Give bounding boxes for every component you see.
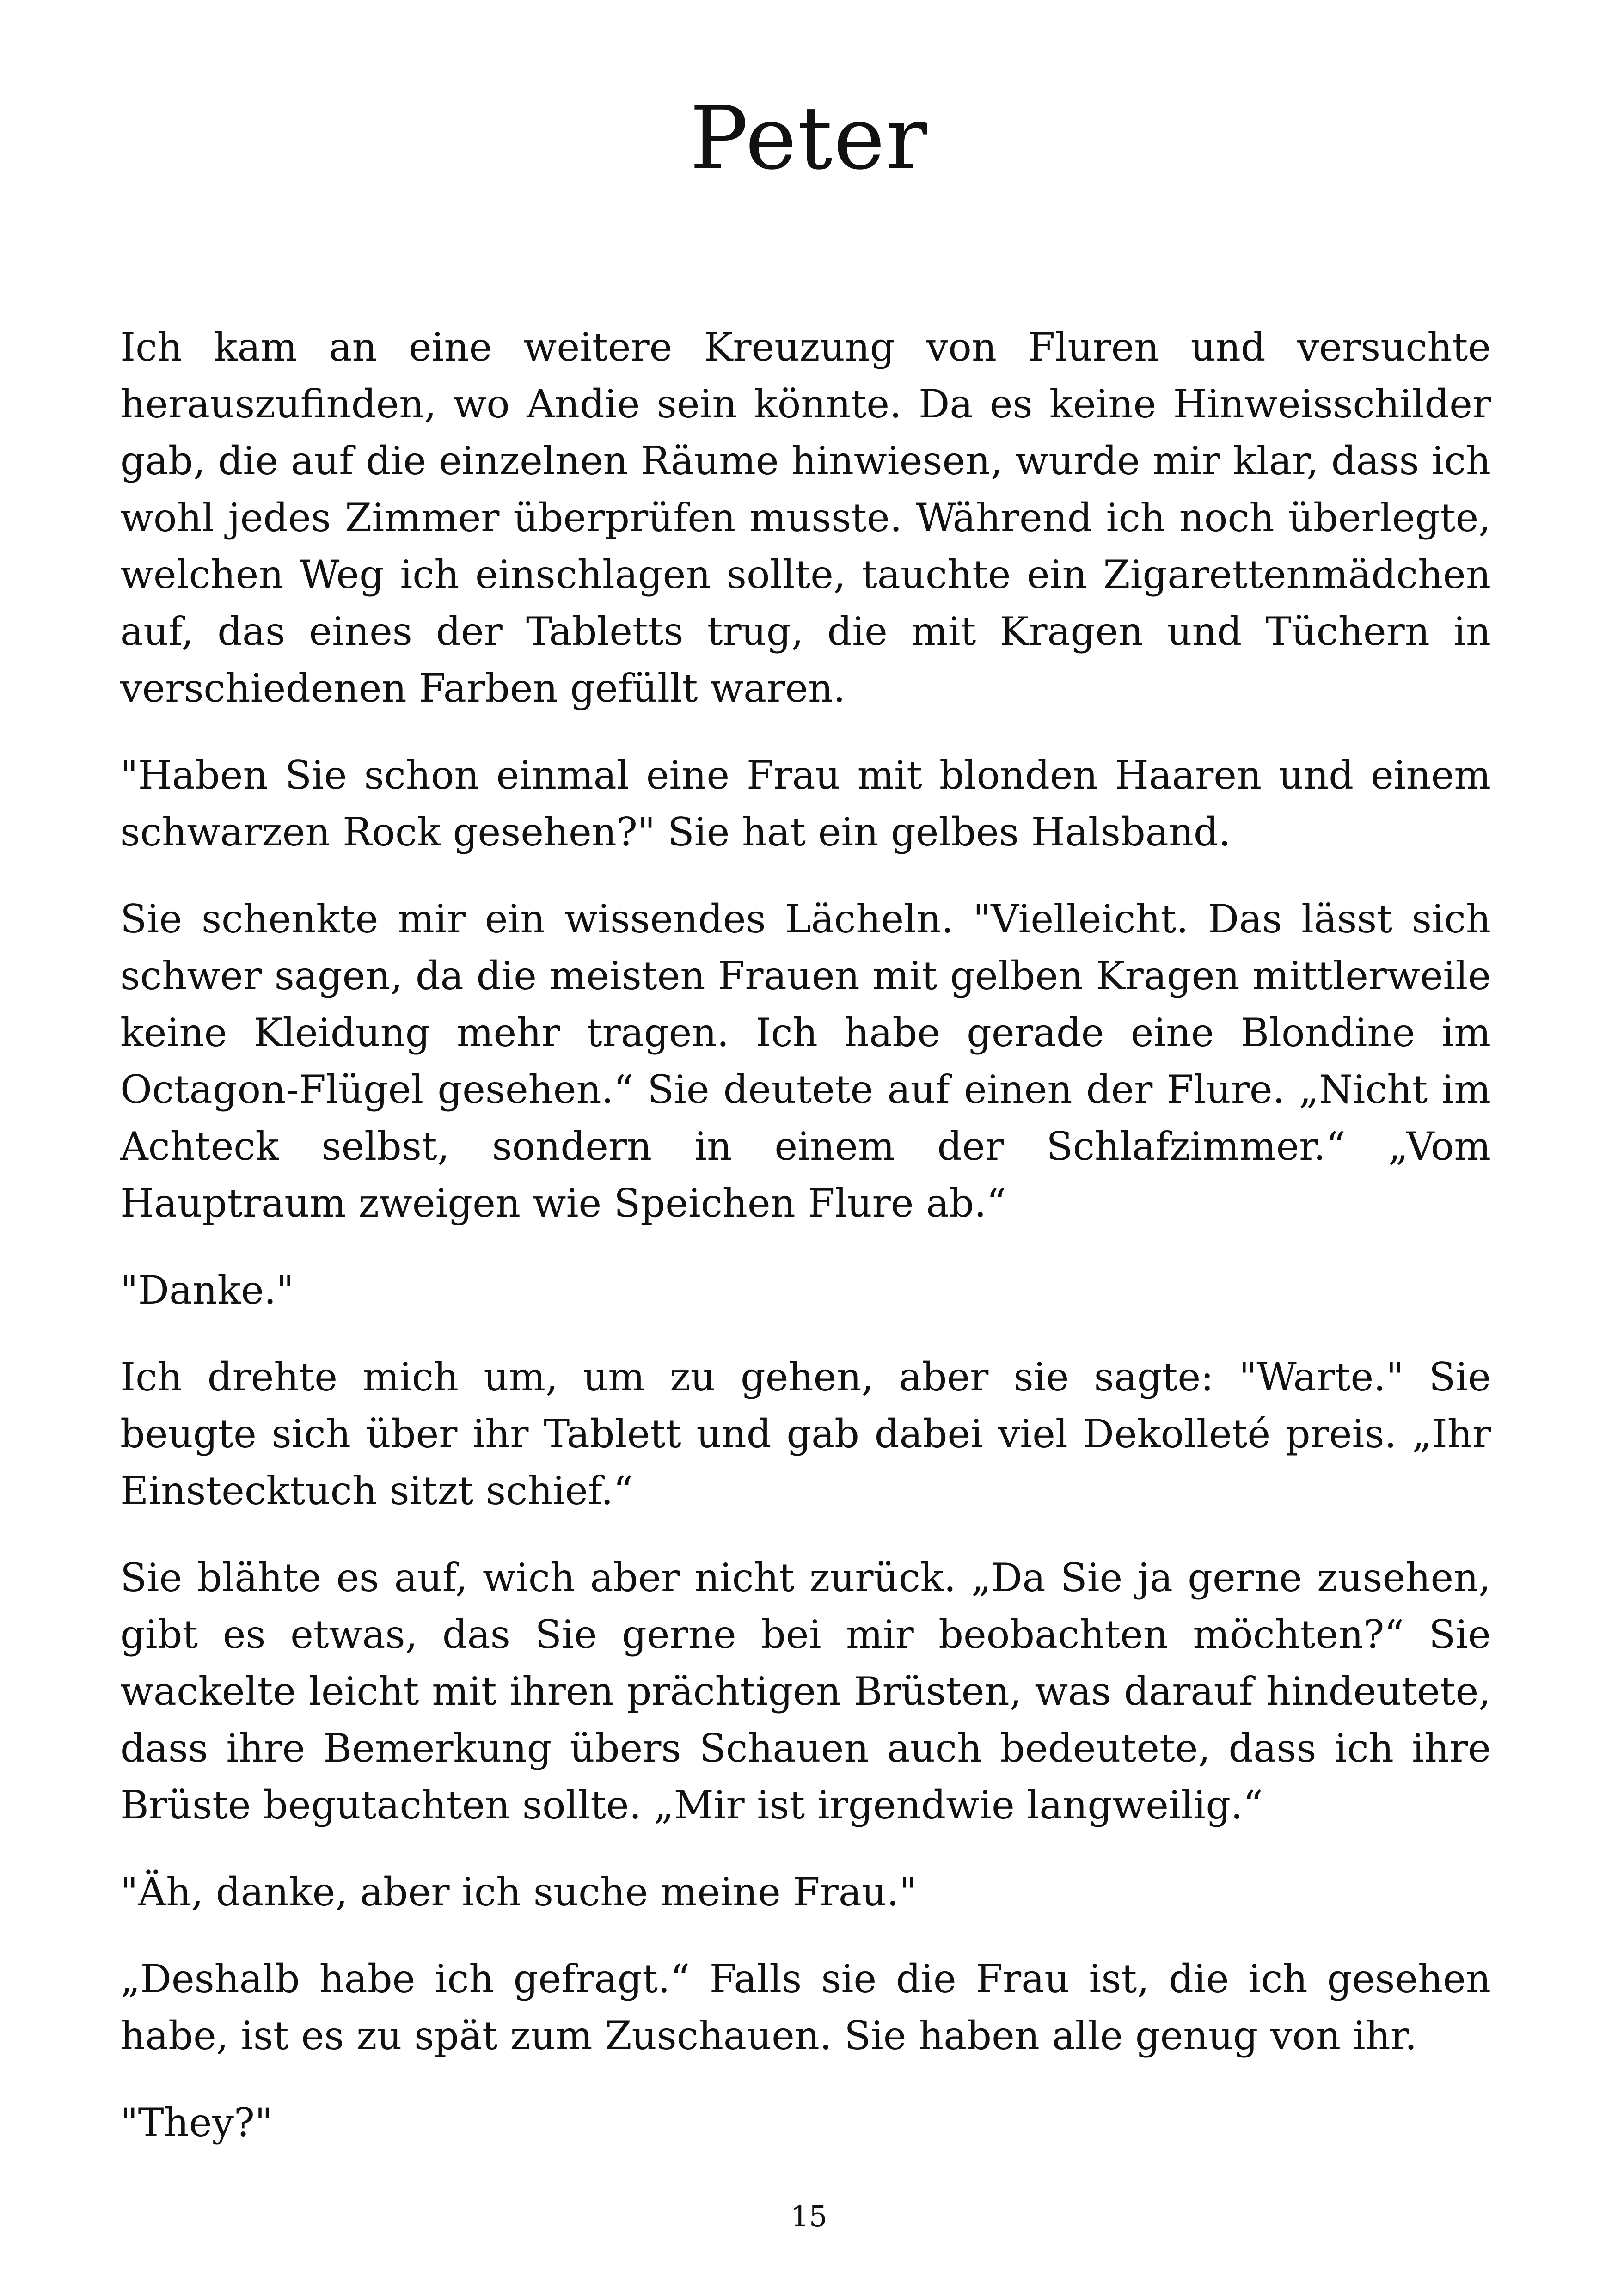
- paragraph: Ich kam an eine weitere Kreuzung von Fluren und versuchte herauszufinden, wo Andie sein könnte. Da es keine Hinweisschilder gab, die auf die einzelnen Räume hinwiesen, wurde mir klar, dass ich wohl jedes Zimmer überprüfen musste. Während ich noch überlegte, welchen Weg ich einschlagen sollte, tauchte ein Zigarettenmädchen auf, das eines der Tabletts trug, die mit Kragen und Tüchern in verschiedenen Farben gefüllt waren.: [120, 325, 1491, 711]
- page-number: 15: [791, 2199, 827, 2233]
- paragraph: "They?": [120, 2100, 273, 2145]
- chapter-title: Peter: [690, 88, 928, 189]
- paragraph: Sie blähte es auf, wich aber nicht zurück. „Da Sie ja gerne zusehen, gibt es etwas, das Sie gerne bei mir beobachten möchten?“ Sie wackelte leicht mit ihren prächtigen Brüsten, was darauf hindeutete, dass ihre Bemerkung übers Schauen auch bedeutete, dass ich ihre Brüste begutachten sollte. „Mir ist irgendwie langweilig.“: [120, 1555, 1491, 1828]
- paragraph: "Haben Sie schon einmal eine Frau mit blonden Haaren und einem schwarzen Rock gesehen?" Sie hat ein gelbes Halsband.: [120, 753, 1491, 855]
- paragraph: Sie schenkte mir ein wissendes Lächeln. "Vielleicht. Das lässt sich schwer sagen, da die meisten Frauen mit gelben Kragen mittlerweile keine Kleidung mehr tragen. Ich habe gerade eine Blondine im Octagon-Flügel gesehen.“ Sie deutete auf einen der Flure. „Nicht im Achteck selbst, sondern in einem der Schlafzimmer.“ „Vom Hauptraum zweigen wie Speichen Flure ab.“: [120, 896, 1491, 1226]
- paragraph: "Äh, danke, aber ich suche meine Frau.": [120, 1869, 917, 1915]
- paragraph: "Danke.": [120, 1267, 294, 1313]
- paragraph: Ich drehte mich um, um zu gehen, aber sie sagte: "Warte." Sie beugte sich über ihr Tablett und gab dabei viel Dekolleté preis. „Ihr Einstecktuch sitzt schief.“: [120, 1354, 1491, 1513]
- chapter-body: [120, 319, 1491, 2151]
- paragraph: „Deshalb habe ich gefragt.“ Falls sie die Frau ist, die ich gesehen habe, ist es zu spät zum Zuschauen. Sie haben alle genug von ihr.: [120, 1956, 1491, 2058]
